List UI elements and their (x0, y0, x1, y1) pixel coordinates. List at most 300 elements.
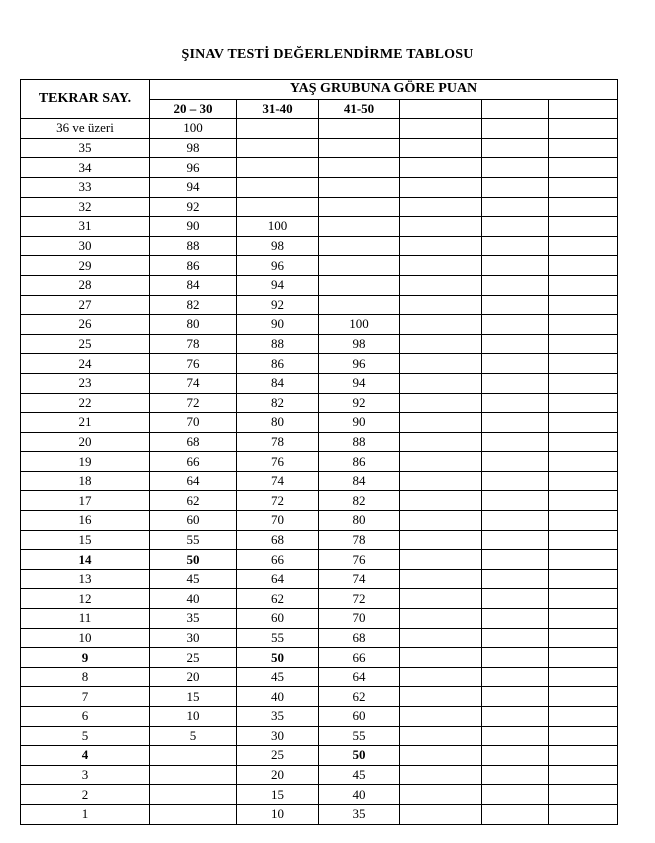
score-cell (482, 491, 549, 511)
score-cell: 15 (150, 687, 237, 707)
score-cell (319, 275, 400, 295)
score-cell (400, 628, 482, 648)
score-cell (150, 765, 237, 785)
score-cell (400, 138, 482, 158)
table-row (21, 687, 618, 707)
score-cell (319, 138, 400, 158)
score-cell: 92 (319, 393, 400, 413)
score-cell (549, 648, 618, 668)
table-row (21, 491, 618, 511)
score-cell: 45 (237, 667, 319, 687)
table-row (21, 275, 618, 295)
score-cell: 100 (150, 119, 237, 139)
score-cell (549, 804, 618, 824)
score-cell: 76 (150, 354, 237, 374)
score-cell: 86 (150, 256, 237, 276)
table-row (21, 569, 618, 589)
score-cell (549, 393, 618, 413)
score-cell: 62 (150, 491, 237, 511)
score-cell: 62 (319, 687, 400, 707)
score-cell (319, 217, 400, 237)
score-cell: 78 (150, 334, 237, 354)
score-cell (482, 295, 549, 315)
score-cell: 74 (150, 373, 237, 393)
score-cell: 20 (237, 765, 319, 785)
repeat-count-cell: 14 (21, 550, 150, 570)
score-cell: 55 (319, 726, 400, 746)
score-cell (400, 334, 482, 354)
score-cell: 78 (237, 432, 319, 452)
score-cell (482, 569, 549, 589)
score-cell: 74 (237, 471, 319, 491)
score-cell (400, 413, 482, 433)
score-cell (400, 726, 482, 746)
score-cell (549, 354, 618, 374)
score-cell: 50 (319, 746, 400, 766)
score-cell (549, 334, 618, 354)
score-cell (319, 295, 400, 315)
repeat-count-cell: 2 (21, 785, 150, 805)
table-row (21, 511, 618, 531)
score-cell (549, 471, 618, 491)
table-row (21, 746, 618, 766)
score-cell: 30 (150, 628, 237, 648)
score-cell: 68 (237, 530, 319, 550)
score-cell: 94 (237, 275, 319, 295)
score-cell: 72 (150, 393, 237, 413)
score-cell (549, 746, 618, 766)
score-cell (400, 373, 482, 393)
score-cell (549, 256, 618, 276)
score-cell: 68 (319, 628, 400, 648)
score-cell: 40 (237, 687, 319, 707)
score-cell (400, 746, 482, 766)
repeat-count-cell: 10 (21, 628, 150, 648)
score-cell: 94 (150, 177, 237, 197)
repeat-count-cell: 16 (21, 511, 150, 531)
repeat-count-cell: 7 (21, 687, 150, 707)
score-cell (400, 785, 482, 805)
score-cell (237, 197, 319, 217)
score-cell (400, 687, 482, 707)
score-cell (400, 530, 482, 550)
score-cell (482, 393, 549, 413)
score-cell: 88 (319, 432, 400, 452)
score-cell: 66 (319, 648, 400, 668)
score-cell: 45 (150, 569, 237, 589)
score-table (20, 79, 618, 825)
score-cell (482, 138, 549, 158)
score-cell (482, 707, 549, 727)
score-cell (549, 785, 618, 805)
score-cell (482, 726, 549, 746)
score-cell (150, 746, 237, 766)
score-cell: 84 (319, 471, 400, 491)
score-cell (482, 471, 549, 491)
score-cell: 20 (150, 667, 237, 687)
score-cell: 96 (319, 354, 400, 374)
score-cell: 100 (237, 217, 319, 237)
score-cell (549, 569, 618, 589)
score-cell: 30 (237, 726, 319, 746)
table-row (21, 256, 618, 276)
score-cell (400, 569, 482, 589)
score-cell: 88 (150, 236, 237, 256)
score-cell: 66 (237, 550, 319, 570)
repeat-count-cell: 27 (21, 295, 150, 315)
table-row (21, 393, 618, 413)
score-cell: 84 (150, 275, 237, 295)
score-cell (482, 609, 549, 629)
repeat-count-cell: 33 (21, 177, 150, 197)
repeat-count-cell: 21 (21, 413, 150, 433)
score-cell: 72 (237, 491, 319, 511)
age-group-header (400, 99, 482, 119)
score-cell: 82 (319, 491, 400, 511)
score-cell: 86 (237, 354, 319, 374)
score-cell (482, 354, 549, 374)
repeat-count-cell: 29 (21, 256, 150, 276)
score-cell (482, 687, 549, 707)
score-cell (400, 432, 482, 452)
repeat-count-cell: 6 (21, 707, 150, 727)
score-cell (482, 667, 549, 687)
repeat-count-cell: 8 (21, 667, 150, 687)
score-cell: 10 (237, 804, 319, 824)
score-cell (549, 609, 618, 629)
repeat-count-cell: 35 (21, 138, 150, 158)
repeat-count-cell: 12 (21, 589, 150, 609)
score-cell (400, 256, 482, 276)
repeat-count-cell: 20 (21, 432, 150, 452)
score-cell: 10 (150, 707, 237, 727)
score-cell (482, 197, 549, 217)
score-cell (482, 550, 549, 570)
table-row (21, 550, 618, 570)
score-cell (549, 707, 618, 727)
table-row (21, 648, 618, 668)
repeat-count-header: TEKRAR SAY. (21, 80, 150, 119)
score-cell (237, 119, 319, 139)
score-cell: 40 (150, 589, 237, 609)
repeat-count-cell: 36 ve üzeri (21, 119, 150, 139)
score-cell (400, 197, 482, 217)
score-cell: 70 (319, 609, 400, 629)
score-cell (549, 217, 618, 237)
table-row (21, 217, 618, 237)
score-cell (549, 295, 618, 315)
table-row (21, 373, 618, 393)
score-cell (482, 628, 549, 648)
score-cell (549, 667, 618, 687)
table-row (21, 589, 618, 609)
score-cell: 50 (237, 648, 319, 668)
score-cell: 45 (319, 765, 400, 785)
score-cell: 60 (150, 511, 237, 531)
score-cell (237, 177, 319, 197)
score-cell (482, 452, 549, 472)
score-cell (400, 609, 482, 629)
score-cell (150, 785, 237, 805)
score-cell (482, 177, 549, 197)
repeat-count-cell: 34 (21, 158, 150, 178)
table-row (21, 354, 618, 374)
table-row (21, 177, 618, 197)
score-cell: 55 (237, 628, 319, 648)
repeat-count-cell: 32 (21, 197, 150, 217)
score-cell: 94 (319, 373, 400, 393)
score-cell: 40 (319, 785, 400, 805)
score-cell (482, 236, 549, 256)
score-cell: 25 (150, 648, 237, 668)
score-cell: 98 (237, 236, 319, 256)
score-cell (549, 452, 618, 472)
score-cell: 80 (150, 315, 237, 335)
score-cell: 50 (150, 550, 237, 570)
score-cell: 60 (237, 609, 319, 629)
age-group-score-header: YAŞ GRUBUNA GÖRE PUAN (150, 80, 618, 100)
score-cell (482, 256, 549, 276)
repeat-count-cell: 19 (21, 452, 150, 472)
score-cell (400, 119, 482, 139)
repeat-count-cell: 18 (21, 471, 150, 491)
score-cell: 68 (150, 432, 237, 452)
table-row (21, 197, 618, 217)
table-row (21, 667, 618, 687)
score-cell (482, 511, 549, 531)
score-cell (549, 413, 618, 433)
score-cell: 78 (319, 530, 400, 550)
score-cell (482, 785, 549, 805)
score-cell (400, 177, 482, 197)
repeat-count-cell: 17 (21, 491, 150, 511)
score-cell (549, 491, 618, 511)
score-cell (400, 589, 482, 609)
score-cell (482, 530, 549, 550)
table-row (21, 726, 618, 746)
score-cell (549, 158, 618, 178)
score-cell (549, 236, 618, 256)
age-group-header (482, 99, 549, 119)
score-cell: 62 (237, 589, 319, 609)
repeat-count-cell: 13 (21, 569, 150, 589)
score-cell (237, 158, 319, 178)
repeat-count-cell: 25 (21, 334, 150, 354)
score-cell: 80 (319, 511, 400, 531)
repeat-count-cell: 4 (21, 746, 150, 766)
score-cell (400, 275, 482, 295)
age-group-header (549, 99, 618, 119)
table-header (21, 80, 618, 119)
repeat-count-cell: 9 (21, 648, 150, 668)
score-cell (400, 707, 482, 727)
repeat-count-cell: 23 (21, 373, 150, 393)
table-row (21, 609, 618, 629)
table-row (21, 628, 618, 648)
score-cell (482, 648, 549, 668)
score-cell (400, 471, 482, 491)
score-cell (549, 177, 618, 197)
table-row (21, 315, 618, 335)
score-cell (549, 765, 618, 785)
repeat-count-cell: 30 (21, 236, 150, 256)
score-cell: 90 (237, 315, 319, 335)
score-cell (400, 295, 482, 315)
score-cell: 64 (150, 471, 237, 491)
table-row (21, 236, 618, 256)
score-cell (549, 530, 618, 550)
score-cell: 88 (237, 334, 319, 354)
score-cell: 35 (319, 804, 400, 824)
score-cell (549, 726, 618, 746)
score-cell (400, 550, 482, 570)
score-cell (400, 236, 482, 256)
score-cell (549, 511, 618, 531)
repeat-count-cell: 22 (21, 393, 150, 413)
score-cell: 74 (319, 569, 400, 589)
score-cell (549, 275, 618, 295)
score-cell: 84 (237, 373, 319, 393)
score-cell (319, 256, 400, 276)
age-group-header: 41-50 (319, 99, 400, 119)
score-cell (482, 334, 549, 354)
table-row (21, 804, 618, 824)
score-cell: 98 (319, 334, 400, 354)
score-cell: 86 (319, 452, 400, 472)
score-cell (319, 158, 400, 178)
score-cell: 60 (319, 707, 400, 727)
score-cell (400, 491, 482, 511)
table-row (21, 432, 618, 452)
score-cell: 82 (237, 393, 319, 413)
score-cell: 76 (319, 550, 400, 570)
table-row (21, 707, 618, 727)
score-cell (400, 354, 482, 374)
score-cell (482, 746, 549, 766)
score-cell (482, 432, 549, 452)
score-cell (400, 315, 482, 335)
score-cell (482, 217, 549, 237)
score-cell: 64 (237, 569, 319, 589)
score-cell: 66 (150, 452, 237, 472)
table-row (21, 138, 618, 158)
repeat-count-cell: 24 (21, 354, 150, 374)
score-cell (549, 138, 618, 158)
score-cell (150, 804, 237, 824)
score-cell (549, 628, 618, 648)
score-cell (400, 765, 482, 785)
score-cell: 5 (150, 726, 237, 746)
score-cell: 92 (237, 295, 319, 315)
score-cell (549, 687, 618, 707)
score-cell (482, 158, 549, 178)
page-title: ŞINAV TESTİ DEĞERLENDİRME TABLOSU (181, 47, 474, 62)
score-cell: 35 (237, 707, 319, 727)
table-row (21, 295, 618, 315)
score-cell (400, 511, 482, 531)
table-row (21, 452, 618, 472)
score-cell (482, 119, 549, 139)
score-cell (549, 589, 618, 609)
score-cell (319, 236, 400, 256)
score-cell (400, 217, 482, 237)
table-row (21, 413, 618, 433)
score-cell (549, 373, 618, 393)
table-row (21, 530, 618, 550)
score-cell: 35 (150, 609, 237, 629)
score-cell (319, 197, 400, 217)
table-row (21, 765, 618, 785)
repeat-count-cell: 31 (21, 217, 150, 237)
score-cell (549, 197, 618, 217)
score-cell: 64 (319, 667, 400, 687)
age-group-header: 31-40 (237, 99, 319, 119)
score-cell (400, 393, 482, 413)
score-cell: 72 (319, 589, 400, 609)
score-cell: 55 (150, 530, 237, 550)
score-cell: 80 (237, 413, 319, 433)
score-cell (400, 648, 482, 668)
repeat-count-cell: 5 (21, 726, 150, 746)
score-cell: 90 (319, 413, 400, 433)
score-cell: 98 (150, 138, 237, 158)
score-cell (482, 589, 549, 609)
repeat-count-cell: 15 (21, 530, 150, 550)
score-cell (400, 158, 482, 178)
score-cell: 25 (237, 746, 319, 766)
table-body (21, 119, 618, 824)
repeat-count-cell: 26 (21, 315, 150, 335)
score-cell (549, 550, 618, 570)
score-cell: 70 (150, 413, 237, 433)
table-row (21, 119, 618, 139)
score-cell (482, 804, 549, 824)
repeat-count-cell: 28 (21, 275, 150, 295)
table-row (21, 785, 618, 805)
score-cell: 96 (237, 256, 319, 276)
score-cell (400, 667, 482, 687)
score-cell (482, 275, 549, 295)
score-cell (482, 765, 549, 785)
age-group-header: 20 – 30 (150, 99, 237, 119)
score-cell (482, 373, 549, 393)
score-cell: 15 (237, 785, 319, 805)
repeat-count-cell: 3 (21, 765, 150, 785)
score-cell: 70 (237, 511, 319, 531)
score-cell (549, 315, 618, 335)
score-cell: 90 (150, 217, 237, 237)
score-cell (549, 119, 618, 139)
score-cell: 82 (150, 295, 237, 315)
score-cell: 76 (237, 452, 319, 472)
score-cell (549, 432, 618, 452)
table-row (21, 334, 618, 354)
score-cell (237, 138, 319, 158)
score-cell: 100 (319, 315, 400, 335)
score-cell: 92 (150, 197, 237, 217)
score-cell (400, 804, 482, 824)
score-cell: 96 (150, 158, 237, 178)
table-row (21, 158, 618, 178)
repeat-count-cell: 1 (21, 804, 150, 824)
score-cell (482, 315, 549, 335)
score-cell (400, 452, 482, 472)
score-cell (319, 177, 400, 197)
score-cell (319, 119, 400, 139)
table-row (21, 471, 618, 491)
repeat-count-cell: 11 (21, 609, 150, 629)
score-cell (482, 413, 549, 433)
